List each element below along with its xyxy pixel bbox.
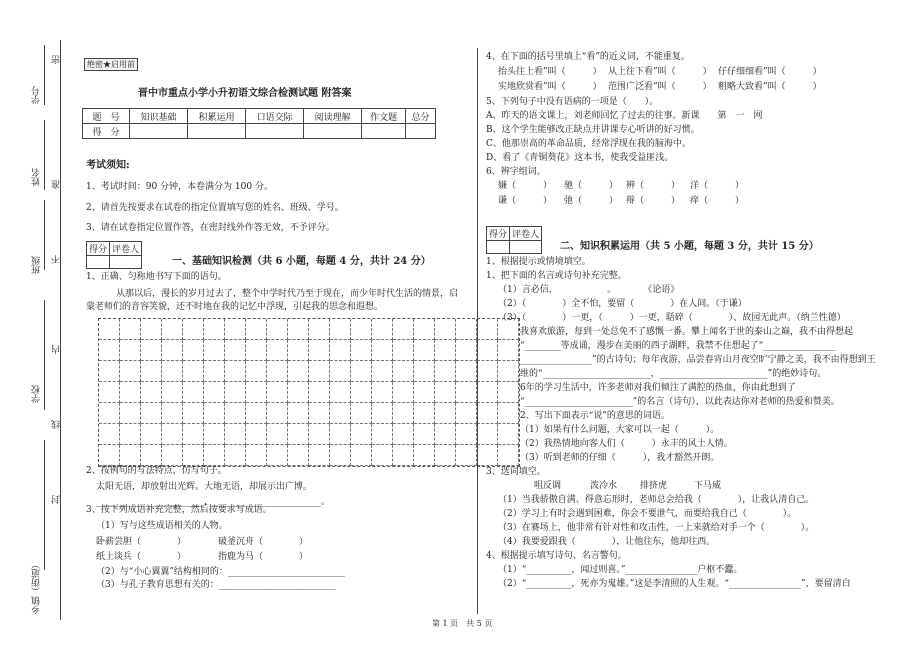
s2-line[interactable]: 维的“________________________，________________________”的绝妙诗句。 [520,369,827,379]
grid-cell[interactable] [330,382,351,403]
s2-line[interactable]: （2）“__________，死亦为鬼雄。”这是李清照的人生观。“________________”，要留清白 [498,579,851,589]
grid-cell[interactable] [309,445,330,466]
grader-reviewer-input[interactable] [110,256,142,269]
score-cell: 口语交际 [246,109,304,124]
grid-cell[interactable] [498,424,519,445]
grid-cell[interactable] [225,382,246,403]
grid-cell[interactable] [204,445,225,466]
q3-sub[interactable]: （2）与“小心翼翼”结构相同的：__________________________ [96,567,345,577]
grid-cell[interactable] [309,340,330,361]
grid-cell[interactable] [120,424,141,445]
question-2: 2、按例句的写法特点，仿写句子。 [86,466,227,476]
grid-cell[interactable] [162,319,183,340]
grid-cell[interactable] [393,319,414,340]
grid-cell[interactable] [351,424,372,445]
question-3: 3、按下列成语补充完整，然后按要求写成语。 [86,505,272,515]
score-cell: 知识基础 [130,109,188,124]
word-option[interactable]: 排挤虎 [640,481,668,491]
grader-score-input[interactable] [87,256,110,269]
question-4: 4、在下面的括号里填上“看”的近义词，不能重复。 [486,52,690,62]
s2-question: 4、根据提示填写诗句、名言警句。 [486,551,627,561]
s2-line[interactable]: 6年的学习生活中，许多老师对我们倾注了满腔的热血，你由此想到了 [520,383,796,393]
grid-cell[interactable] [456,403,477,424]
s2-line[interactable]: （3）（ ）一更，（ ）一更，聒碎（ ）、故园无此声。（纳兰性德） [498,313,846,323]
score-input[interactable] [130,124,188,139]
grid-cell[interactable] [309,361,330,382]
score-input[interactable] [362,124,406,139]
notice-item: 3、请在试卷指定位置作答，在密封线外作答无效，不予评分。 [86,223,335,233]
grid-cell[interactable] [225,445,246,466]
grid-cell[interactable] [204,361,225,382]
grid-cell[interactable] [309,382,330,403]
q5-option[interactable]: B、这个学生能够改正缺点并讲课专心听讲的好习惯。 [486,125,700,135]
grid-cell[interactable] [330,445,351,466]
score-cell: 积累运用 [188,109,246,124]
q1-text: 蒙老师们的音容笑貌，还不时地在我的记忆中浮现，引起我的思念和遐想。 [86,302,384,312]
grid-cell[interactable] [393,403,414,424]
s2-line[interactable]: 我喜欢旅游，每到一处总免不了感慨一番。攀上闻名于世的泰山之巅，我不由得想起 [520,327,854,337]
grid-cell[interactable] [204,382,225,403]
section2-title: 二、知识积累运用（共 5 小题，每题 3 分，共计 15 分） [560,241,819,252]
grid-cell[interactable] [393,361,414,382]
q3-item[interactable]: 卧薪尝胆（ ） [96,537,187,547]
seal-char: 不 [52,255,62,264]
score-cell: 得 分 [83,124,130,139]
grid-cell[interactable] [435,445,456,466]
grid-cell[interactable] [351,340,372,361]
q4-item[interactable]: 从上往下看”叫（ ） [608,67,712,77]
s2-question: 1、根据提示或情境填空。 [486,257,591,267]
score-value-row [83,124,436,139]
grid-cell[interactable] [288,382,309,403]
grid-cell[interactable] [141,361,162,382]
s2-line[interactable]: （2）（ ）全不怕，要留（ ）在人间。（于谦） [498,299,747,309]
grid-cell[interactable] [204,403,225,424]
grid-cell[interactable] [351,361,372,382]
grid-cell[interactable] [183,361,204,382]
question-5: 5、下列句子中没有语病的一项是（ ）。 [486,97,659,107]
field-id-line [44,45,45,105]
grid-cell[interactable] [372,340,393,361]
grid-cell[interactable] [372,382,393,403]
q2-example: 太阳无语，却放射出光辉。大地无语，却展示出广博。 [96,482,313,492]
grid-cell[interactable] [183,403,204,424]
grid-cell[interactable] [183,445,204,466]
grid-cell[interactable] [456,340,477,361]
grid-cell[interactable] [99,361,120,382]
grid-cell[interactable] [183,319,204,340]
grid-cell[interactable] [267,340,288,361]
grid-cell[interactable] [120,361,141,382]
grid-cell[interactable] [393,445,414,466]
q1-text: 从那以后，漫长的岁月过去了，整个中学时代乃至于现在，而少年时代生活的情景，启 [116,289,459,299]
grid-cell[interactable] [456,361,477,382]
grader-reviewer-input[interactable] [510,241,542,254]
grid-cell[interactable] [330,424,351,445]
notice-heading: 考试须知: [86,160,130,171]
grid-cell[interactable] [99,382,120,403]
grid-cell[interactable] [99,403,120,424]
grid-cell[interactable] [393,424,414,445]
grid-cell[interactable] [477,319,498,340]
grid-cell[interactable] [435,340,456,361]
grid-cell[interactable] [225,403,246,424]
seal-char: 内 [52,345,62,354]
grid-cell[interactable] [183,424,204,445]
grid-cell[interactable] [288,361,309,382]
q2-answer-blank[interactable]: ________________________，________________________。 [96,497,331,507]
grid-cell[interactable] [498,403,519,424]
notice-item: 2、请首先按要求在试卷的指定位置填写您的姓名、班级、学号。 [86,203,344,213]
grid-cell[interactable] [372,403,393,424]
score-input[interactable] [406,124,436,139]
q5-option[interactable]: C、他那崇高的革命品质，经常浮现在我的脑海中。 [486,139,691,149]
grid-cell[interactable] [267,361,288,382]
s2-line[interactable]: （1）当我骄傲自满、得意忘形时，老师总会给我（ ），让我认清自己。 [498,495,815,505]
score-table [82,108,436,139]
section1-title: 一、基础知识检测（共 6 小题，每题 4 分，共计 24 分） [172,256,431,267]
grid-cell[interactable] [225,361,246,382]
q4-item[interactable]: 仔仔细细看”叫（ ） [718,67,822,77]
grid-cell[interactable] [246,445,267,466]
grid-cell[interactable] [477,424,498,445]
grid-cell[interactable] [162,424,183,445]
grid-cell[interactable] [372,319,393,340]
word-option[interactable]: 下马威 [694,481,722,491]
grid-cell[interactable] [288,340,309,361]
s2-question: 2、写出下面表示“说”的意思的词语。 [520,411,670,421]
grid-cell[interactable] [330,340,351,361]
grid-cell[interactable] [477,361,498,382]
grid-cell[interactable] [246,403,267,424]
grid-cell[interactable] [204,424,225,445]
grid-cell[interactable] [477,382,498,403]
grid-cell[interactable] [267,445,288,466]
grid-cell[interactable] [225,340,246,361]
question-1: 1、正确、匀称地书写下面的语句。 [86,272,227,282]
grader-score-input[interactable] [487,241,510,254]
grid-cell[interactable] [267,319,288,340]
s2-line[interactable]: “________________________”的名言（诗句），以此表达你对老师的热爱和赞美。 [520,397,840,407]
grid-cell[interactable] [456,445,477,466]
grid-cell[interactable] [414,319,435,340]
grid-cell[interactable] [162,340,183,361]
grid-cell[interactable] [246,424,267,445]
q6-item[interactable]: 弛（ ） [564,196,619,206]
q6-item[interactable]: 痒（ ） [690,196,745,206]
q3-item[interactable]: 纸上谈兵（ ） [96,552,187,562]
grid-cell[interactable] [288,424,309,445]
label-town: 乡镇（街道） [32,560,42,614]
grid-cell[interactable] [246,361,267,382]
grid-cell[interactable] [141,403,162,424]
grid-cell[interactable] [456,319,477,340]
grid-cell[interactable] [162,382,183,403]
grid-cell[interactable] [330,319,351,340]
grader-score-label: 得分 [87,242,110,256]
score-input[interactable] [246,124,304,139]
grid-cell[interactable] [288,403,309,424]
grid-cell[interactable] [162,445,183,466]
grid-cell[interactable] [120,445,141,466]
q4-item[interactable]: 实地欣赏看”叫（ ） [498,82,602,92]
label-class: 班级 [32,256,42,274]
grid-cell[interactable] [351,403,372,424]
grid-cell[interactable] [414,382,435,403]
question-6: 6、辨字组词。 [486,167,546,177]
grid-cell[interactable] [99,340,120,361]
s2-line[interactable]: （1）言必信， 。 《论语》 [498,285,680,295]
grid-cell[interactable] [246,340,267,361]
grid-cell[interactable] [309,424,330,445]
label-school: 学校 [32,385,42,403]
grid-cell[interactable] [225,319,246,340]
seal-char: 密 [52,55,62,64]
grid-cell[interactable] [120,403,141,424]
grid-cell[interactable] [141,382,162,403]
field-name-line [44,120,45,190]
label-name: 姓名 [32,168,42,186]
grader-score-label: 得分 [487,227,510,241]
grid-cell[interactable] [141,319,162,340]
seal-char: 封 [52,495,62,504]
s2-question: 3、选词填空。 [486,467,546,477]
q5-option[interactable]: D、看了《青铜葵花》这本书，使我受益匪浅。 [486,153,674,163]
grid-cell[interactable] [120,340,141,361]
grid-cell[interactable] [435,424,456,445]
q5-option[interactable]: A、昨天的语文课上，刘老师回忆了过去的往事。新课 第 一 网 [486,111,763,121]
grid-cell[interactable] [225,424,246,445]
field-school-line [44,300,45,410]
grid-cell[interactable] [309,319,330,340]
grid-cell[interactable] [456,382,477,403]
q4-item[interactable]: 粗略大致看”叫（ ） [718,82,822,92]
grid-cell[interactable] [477,340,498,361]
score-cell: 作文题 [362,109,406,124]
grid-cell[interactable] [351,319,372,340]
grader-box [86,241,142,269]
grid-cell[interactable] [141,340,162,361]
grader-box [486,226,542,254]
grid-cell[interactable] [183,382,204,403]
q3-item[interactable]: 指鹿为马（ ） [218,552,309,562]
grid-cell[interactable] [162,403,183,424]
s2-line[interactable]: （2）学习上有时会遇到困难，你会不要泄气，而要给我自己（ ）。 [498,509,797,519]
s2-line[interactable]: （4）我要爱跟我（ ），让他往东，他却往西。 [498,537,716,547]
grid-cell[interactable] [120,382,141,403]
grid-cell[interactable] [456,424,477,445]
grid-cell[interactable] [246,319,267,340]
score-cell: 总分 [406,109,436,124]
grid-cell[interactable] [141,445,162,466]
column-divider [477,48,478,614]
q6-item[interactable]: 洋（ ） [690,181,745,191]
s2-line[interactable]: ________________”的古诗句；每年夜游，品尝春宵山月夜空旷宁静之美，我不由得想到王 [520,355,876,365]
s2-line[interactable]: （3）听到老师的仔细（ ），我才豁然开朗。 [520,453,720,463]
s2-sub: 1、把下面的名言或诗句补充完整。 [486,271,627,281]
grid-cell[interactable] [435,361,456,382]
grid-cell[interactable] [246,382,267,403]
q6-item[interactable]: 谦（ ） [498,196,553,206]
grid-cell[interactable] [288,445,309,466]
grid-cell[interactable] [414,340,435,361]
grid-cell[interactable] [372,361,393,382]
grid-cell[interactable] [393,382,414,403]
q3-sub[interactable]: （3）与孔子教育思想有关的：__________________________ [96,580,336,590]
score-cell: 阅读理解 [304,109,362,124]
grader-reviewer-label: 评卷人 [510,227,542,241]
writing-grid[interactable] [98,318,520,467]
s2-line[interactable]: （1）“__________，闻过则喜。”________________户枢不蠹。 [498,565,743,575]
grid-cell[interactable] [477,403,498,424]
grid-cell[interactable] [393,340,414,361]
q6-item[interactable]: 辨（ ） [626,181,681,191]
grid-cell[interactable] [351,445,372,466]
grid-cell[interactable] [372,424,393,445]
notice-item: 1、考试时间：90 分钟，本卷满分为 100 分。 [86,182,273,192]
grid-cell[interactable] [414,403,435,424]
q4-item[interactable]: 抬头往上看”叫（ ） [498,67,602,77]
q6-item[interactable]: 辩（ ） [626,196,681,206]
score-input[interactable] [304,124,362,139]
grid-cell[interactable] [498,340,519,361]
q6-item[interactable]: 嫌（ ） [498,181,553,191]
s2-line[interactable]: （1）如果有什么问题，大家可以一起（ ）。 [520,425,720,435]
grid-cell[interactable] [204,319,225,340]
seal-char: 准 [52,180,62,189]
grid-cell[interactable] [330,403,351,424]
grid-cell[interactable] [435,382,456,403]
score-input[interactable] [188,124,246,139]
grid-cell[interactable] [477,445,498,466]
word-option[interactable]: 泼冷水 [590,481,618,491]
grid-cell[interactable] [99,319,120,340]
field-class-line [44,200,45,270]
grid-cell[interactable] [498,382,519,403]
grid-cell[interactable] [414,424,435,445]
grid-cell[interactable] [162,361,183,382]
s2-line[interactable]: “________等成诵，漫步在美丽的西子湖畔，我禁不住想起了“________________ [520,341,836,351]
secret-badge: 绝密★启用前 [84,58,138,71]
grid-cell[interactable] [498,361,519,382]
grid-cell[interactable] [99,424,120,445]
word-option[interactable]: 咀反调 [534,481,562,491]
q3-sub: （1）写与这些成语相关的人物。 [96,521,228,531]
page-title: 晋中市重点小学小升初语文综合检测试题 附答案 [138,88,352,99]
q3-item[interactable]: 破釜沉舟（ ） [218,537,309,547]
label-id: 学号 [32,86,42,104]
grid-cell[interactable] [288,319,309,340]
grid-cell[interactable] [414,445,435,466]
grid-cell[interactable] [435,403,456,424]
grid-cell[interactable] [99,445,120,466]
grid-cell[interactable] [498,445,519,466]
grid-cell[interactable] [267,403,288,424]
grid-cell[interactable] [435,319,456,340]
seal-char: 线 [52,420,62,429]
grid-cell[interactable] [204,340,225,361]
grid-cell[interactable] [120,319,141,340]
binding-line [60,40,61,620]
page-number: 第 1 页 共 5 页 [432,619,493,628]
grid-cell[interactable] [183,340,204,361]
s2-line[interactable]: （3）在赛场上，他非常有针对性和攻击性，一上来就给对手一个（ ）。 [498,523,815,533]
s2-line[interactable]: （2）我热情地向客人们（ ）永丰的风土人情。 [520,439,733,449]
grid-cell[interactable] [351,382,372,403]
grid-cell[interactable] [267,382,288,403]
score-header-row [83,109,436,124]
q6-item[interactable]: 驰（ ） [564,181,619,191]
grid-cell[interactable] [330,361,351,382]
grid-cell[interactable] [414,361,435,382]
q4-item[interactable]: 范围广泛看”叫（ ） [608,82,712,92]
grid-cell[interactable] [141,424,162,445]
grader-reviewer-label: 评卷人 [110,242,142,256]
score-cell: 题 号 [83,109,130,124]
grid-cell[interactable] [309,403,330,424]
grid-cell[interactable] [267,424,288,445]
grid-cell[interactable] [372,445,393,466]
field-town-line [44,440,45,570]
